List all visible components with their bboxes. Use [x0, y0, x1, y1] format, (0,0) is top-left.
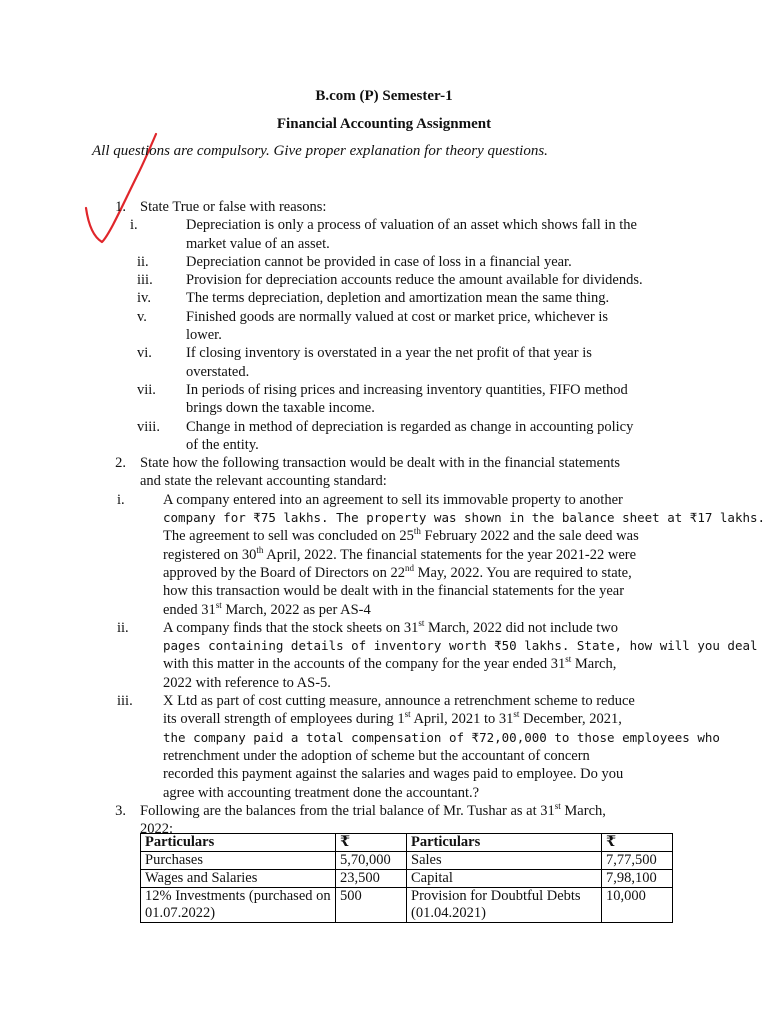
table-row: Wages and Salaries 23,500 Capital 7,98,100	[141, 870, 673, 888]
list-item: viii. Change in method of depreciation is regarded as change in accounting policy of the entity.	[137, 418, 634, 453]
assignment-title: Financial Accounting Assignment	[276, 116, 492, 132]
q2-item-ii: ii. A company finds that the stock sheets on 31st March, 2022 did not include two pages containing details of inventory worth ₹50 lakhs. State, how will you deal with this matter in the accounts of the company for the year ended 31st March, 2022 with reference to AS-5.	[117, 618, 758, 691]
q2-item-i: i. A company entered into an agreement to sell its immovable property to another company for ₹75 lakhs. The property was shown in the balance sheet at ₹17 lakhs. The agreement to sell was concluded on 25th February 2022 and the sale deed was registered on 30th April, 2022. The financial statements for the year 2021-22 were approved by the Board of Directors on 22nd May, 2022. You are required to state, how this transaction would be dealt with in the financial statements for the year ended 31st March, 2022 as per AS-4	[117, 491, 766, 618]
question-3: 3. Following are the balances from the trial balance of Mr. Tushar as at 31st March, 2022:	[115, 800, 606, 838]
table-row: 12% Investments (purchased on 01.07.2022) 500 Provision for Doubtful Debts (01.04.2021) 10,000	[141, 888, 673, 923]
questions	[0, 198, 768, 838]
list-item: vi. If closing inventory is overstated in a year the net profit of that year is overstated.	[137, 345, 592, 380]
list-item: iv. The terms depreciation, depletion and amortization mean the same thing.	[137, 290, 610, 307]
question-2: 2. State how the following transaction would be dealt with in the financial statements and state the relevant accounting standard:	[115, 455, 620, 490]
q2-item-iii: iii. X Ltd as part of cost cutting measure, announce a retrenchment scheme to reduce its overall strength of employees during 1st April, 2021 to 31st December, 2021, the company paid a total compensation of ₹72,00,000 to those employees who retrenchment under the adoption of scheme but the accountant of concern recorded this payment against the salaries and wages paid to employee. Do you agree with accounting treatment done the accountant.?	[117, 693, 720, 801]
list-item: v. Finished goods are normally valued at cost or market price, whichever is lower.	[137, 308, 608, 344]
question-number: 1.	[115, 199, 126, 215]
list-item: iii. Provision for depreciation accounts reduce the amount available for dividends.	[137, 272, 643, 289]
course-title: B.com (P) Semester-1	[315, 88, 453, 104]
list-item: ii. Depreciation cannot be provided in case of loss in a financial year.	[137, 253, 572, 270]
question-1	[0, 198, 768, 216]
list-item: i. Depreciation is only a process of valuation of an asset which shows fall in the market value of an asset.	[130, 217, 637, 252]
table-header-row: Particulars ₹ Particulars ₹	[141, 834, 673, 852]
table-row: Purchases 5,70,000 Sales 7,77,500	[141, 852, 673, 870]
question-stem: State True or false with reasons:	[140, 199, 327, 215]
instructions: All questions are compulsory. Give proper explanation for theory questions.	[92, 143, 548, 159]
list-item: vii. In periods of rising prices and increasing inventory quantities, FIFO method brings down the taxable income.	[137, 381, 628, 417]
trial-balance-table	[140, 833, 673, 923]
q1-items	[0, 216, 768, 454]
